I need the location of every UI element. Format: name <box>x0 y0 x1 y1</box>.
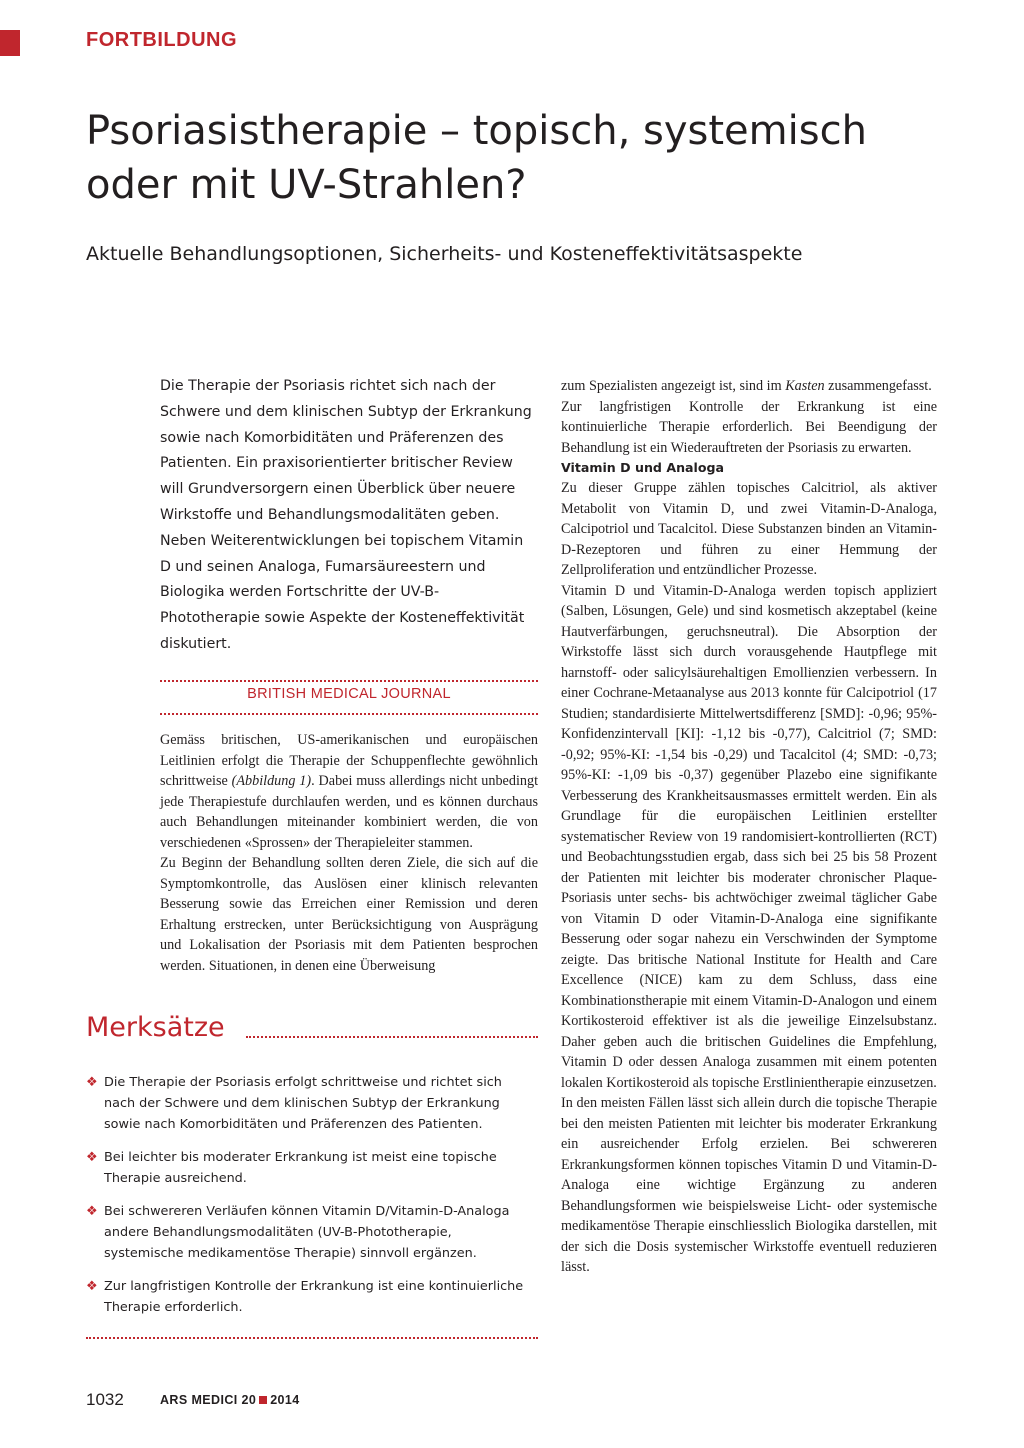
list-item <box>86 1276 526 1318</box>
body-paragraph: In den meisten Fällen lässt sich allein durch die topische Therapie bei den meisten Patienten mit leichter bis moderater Erkrankung ein ausreichender Erfolg erzielen. Bei schwereren Erkrankungsformen können topisches Vitamin D und Vitamin-D-Analoga eine wichtige Ergänzung zu anderen Behandlungsformen wie beispielsweise Licht- oder systemische medikamentöse Therapie einschliesslich Biologika darstellen, mit der sich die Dosis systemischer Wirkstoffe eventuell reduzieren lässt. <box>561 1095 937 1275</box>
list-item-text: Bei schwereren Verläufen können Vitamin D/Vitamin-D-Analoga andere Behandlungsmodalitäten (UV-B-Phototherapie, systemische medikamentöse Therapie) sinnvoll ergänzen. <box>104 1204 510 1261</box>
merksaetze-bottom-divider <box>86 1337 538 1339</box>
figure-reference: (Abbildung 1) <box>231 773 312 789</box>
journal-footer <box>160 1393 300 1407</box>
body-paragraph: Vitamin D und Vitamin-D-Analoga werden topisch appliziert (Salben, Lösungen, Gele) und sind kosmetisch akzeptabel (keine Hautverfärbungen, geruchsneutral). Die Absorption der Wirkstoffe lässt sich durch vorausgehende Hautpflege mit harnstoff- oder salicylsäurehaltigen Emollienzien verbessern. In einer Cochrane-Metaanalyse aus 2013 konnte für Calcipotriol (17 Studien; standardisierte Mittelwertsdifferenz [SMD]: -0,96; 95%-Konfidenzintervall [KI]: -1,12 bis -0,77), Calcitriol (7; SMD: -0,92; 95%-KI: -1,54 bis -0,29) und Tacalcitol (4; SMD: -0,73; 95%-KI: -1,09 bis -0,37) gegenüber Plazebo eine signifikante Verbesserung des Krankheitsausmasses ermittelt werden. Ein als Grundlage für die europäischen Leitlinien erstellter systematischer Review von 19 randomisiert-kontrollierten (RCT) und Beobachtungsstudien ergab, dass sich bei 25 bis 58 Prozent der Patienten mit leichter bis moderater chronischer Plaque-Psoriasis unter sechs- bis achtwöchiger zweimal täglicher Gabe von Vitamin D oder Vitamin-D-Analoga eine signifikante Besserung oder sogar nahezu ein Verschwinden der Symptome zeigte. Das britische National Institute for Health and Care Excellence (NICE) kam zu dem Schluss, dass eine Kombinationstherapie mit einem Vitamin-D-Analogon und einem Kortikosteroid effektiver ist als die jeweilige Einzelsubstanz. Daher geben auch die britischen Guidelines die Empfehlung, Vitamin D oder dessen Analoga zusammen mit einem potenten lokalen Kortikosteroid als topische Erstlinientherapie einzusetzen. <box>561 582 937 1091</box>
body-paragraph <box>160 730 538 853</box>
body-paragraph: Zur langfristigen Kontrolle der Erkrankung ist eine kontinuierliche Therapie erforderlich. Bei Beendigung der Behandlung ist ein Wiederauftreten der Psoriasis zu erwarten. <box>561 398 937 456</box>
article-title <box>86 104 966 212</box>
page-number: 1032 <box>86 1390 124 1409</box>
body-paragraph <box>561 376 937 397</box>
list-item-text: Bei leichter bis moderater Erkrankung ist meist eine topische Therapie ausreichend. <box>104 1150 497 1186</box>
source-divider-bottom <box>160 713 538 715</box>
body-paragraph: Zu dieser Gruppe zählen topisches Calcitriol, als aktiver Metabolit von Vitamin D, und zwei Vitamin-D-Analoga, Calcipotriol und Tacalcitol. Diese Substanzen binden an Vitamin-D-Rezeptoren und führen zu einer Hemmung der Zellproliferation und entzündlicher Prozesse. <box>561 480 937 578</box>
journal-name: ARS MEDICI 20 <box>160 1393 257 1407</box>
section-label: FORTBILDUNG <box>86 29 238 51</box>
article-title-line-2: oder mit UV-Strahlen? <box>86 162 527 208</box>
section-subheading: Vitamin D und Analoga <box>561 460 725 475</box>
body-text: . Dabei muss allerdings nicht unbedingt jede Therapiestufe durchlaufen werden, und es können durchaus auch Behandlungen miteinander kombiniert werden, die von verschiedenen «Sprossen» der Therapieleiter stammen. <box>160 773 539 851</box>
source-divider-top <box>160 680 538 682</box>
body-text: Gemäss britischen, US-amerikanischen und europäischen Leitlinien erfolgt die Therapie der Schuppenflechte gewöhnlich schrittweise <box>160 732 538 789</box>
diamond-bullet-icon: ❖ <box>86 1204 98 1219</box>
list-item <box>86 1201 526 1264</box>
source-label: BRITISH MEDICAL JOURNAL <box>247 686 451 702</box>
diamond-bullet-icon: ❖ <box>86 1279 98 1294</box>
merksaetze-divider <box>246 1036 538 1038</box>
body-paragraph: Zu Beginn der Behandlung sollten deren Ziele, die sich auf die Symptomkontrolle, das Auslösen einer klinisch relevanten Besserung sowie das Erreichen einer Remission und deren Erhaltung erstrecken, unter Berücksichtigung von Ausprägung und Lokalisation der Psoriasis mit dem Patienten besprochen werden. Situationen, in denen eine Überweisung <box>160 855 538 974</box>
list-item-text: Zur langfristigen Kontrolle der Erkrankung ist eine kontinuierliche Therapie erforderlich. <box>104 1279 524 1315</box>
body-text: zum Spezialisten angezeigt ist, sind im <box>561 378 786 394</box>
body-text: zusammengefasst. <box>824 378 932 394</box>
box-reference: Kasten <box>785 378 825 394</box>
article-title-line-1: Psoriasistherapie – topisch, systemisch <box>86 108 867 154</box>
diamond-bullet-icon: ❖ <box>86 1075 98 1090</box>
right-column-body <box>561 376 937 1278</box>
section-marker <box>0 30 20 56</box>
journal-year: 2014 <box>270 1393 300 1407</box>
list-item <box>86 1147 526 1189</box>
article-lead: Die Therapie der Psoriasis richtet sich nach der Schwere und dem klinischen Subtyp der Erkrankung sowie nach Komorbiditäten und Präferenzen des Patienten. Ein praxisorientierter britischer Review will Grundversorgern einen Überblick über neuere Wirkstoffe und Behandlungsmodalitäten geben. Neben Weiterentwicklungen bei topischem Vitamin D und seinen Analoga, Fumarsäureestern und Biologika werden Fortschritte der UV-B-Phototherapie sowie Aspekte der Kosteneffektivität diskutiert. <box>160 378 532 652</box>
merksaetze-heading: Merksätze <box>86 1012 225 1043</box>
left-column-body <box>160 730 538 976</box>
article-subtitle: Aktuelle Behandlungsoptionen, Sicherheits- und Kosteneffektivitätsaspekte <box>86 243 803 265</box>
diamond-bullet-icon: ❖ <box>86 1150 98 1165</box>
list-item <box>86 1072 526 1135</box>
merksaetze-list <box>86 1072 526 1330</box>
square-separator-icon <box>259 1396 267 1404</box>
list-item-text: Die Therapie der Psoriasis erfolgt schrittweise und richtet sich nach der Schwere und dem klinischen Subtyp der Erkrankung sowie nach Komorbiditäten und Präferenzen des Patienten. <box>104 1075 502 1132</box>
